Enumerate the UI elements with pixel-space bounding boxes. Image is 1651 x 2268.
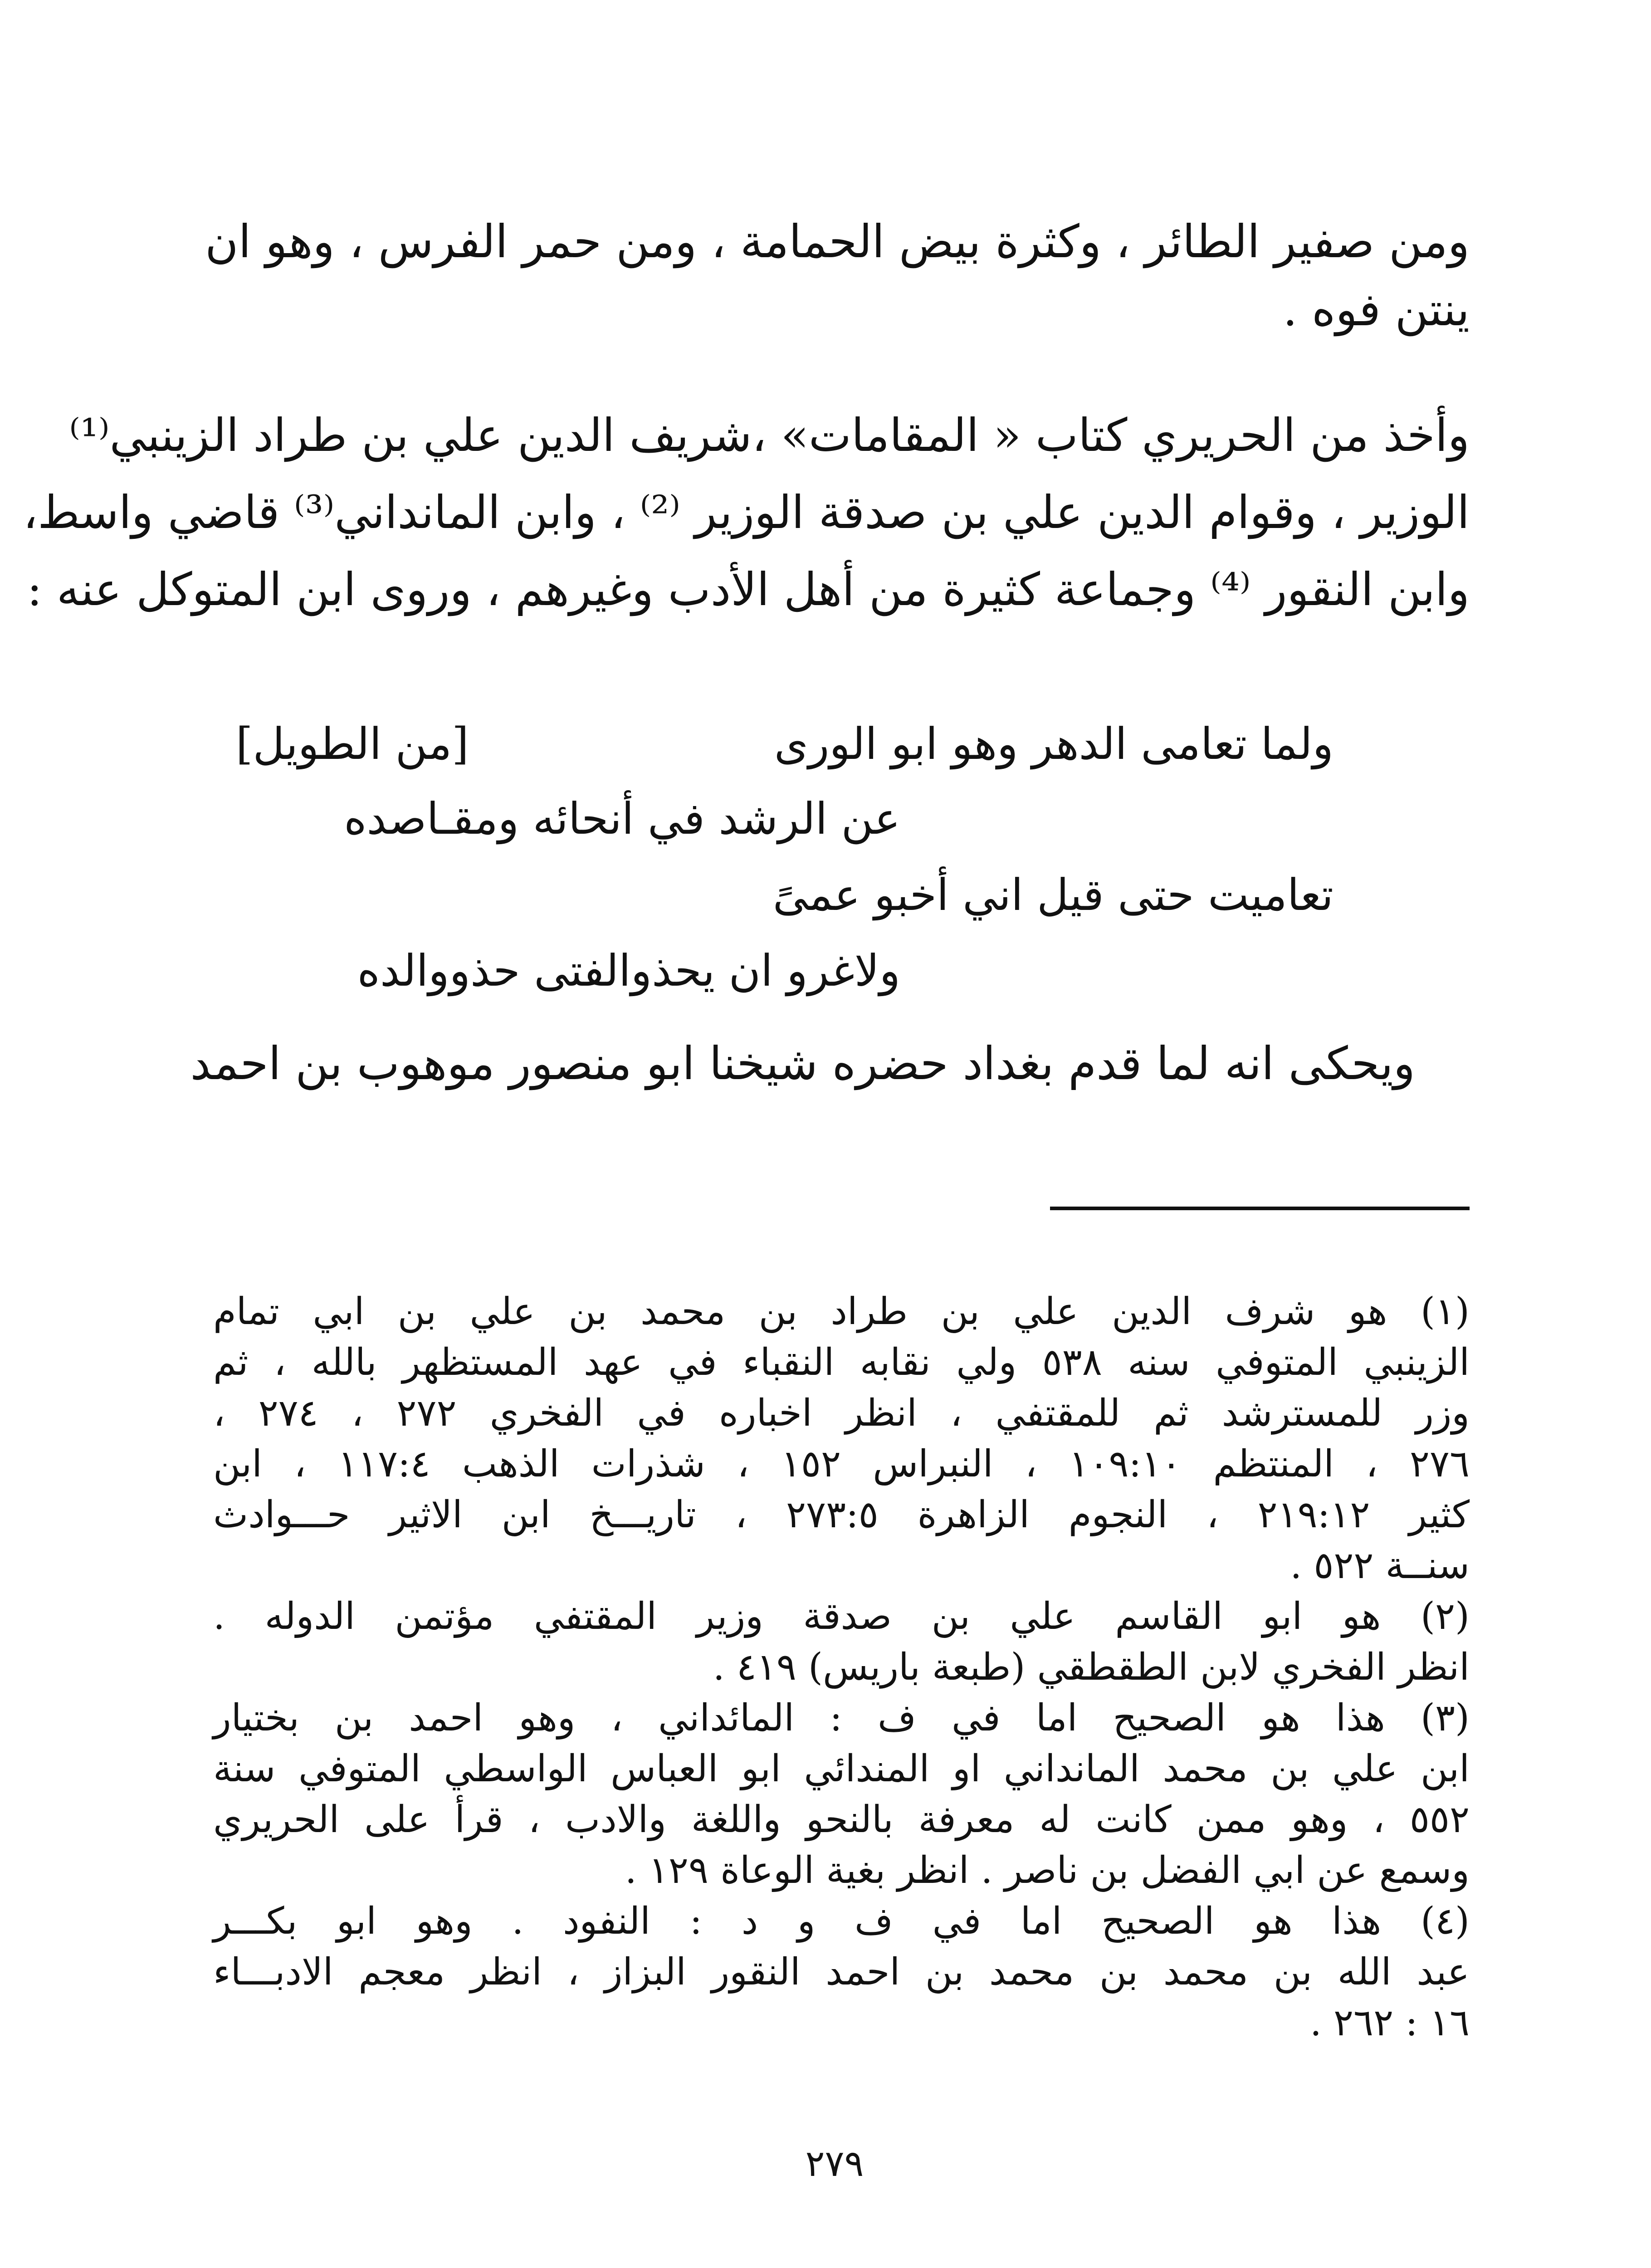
poem-verse-3: تعاميت حتى قيل اني أخبو عمىً	[772, 870, 1334, 920]
poem-verse-2: عن الرشد في أنحائه ومقـاصده	[344, 793, 900, 844]
paragraph-2-line-2: الوزير ، وقوام الدين علي بن صدقة الوزير ⁽²⁾ ، وابن المانداني⁽³⁾ قاضي واسط،	[23, 486, 1470, 539]
footnote-separator	[1050, 1207, 1470, 1210]
footnote-line: وزر للمسترشد ثم للمقتفي ، انظر اخباره في الفخري ٢٧٢ ، ٢٧٤ ،	[213, 1392, 1470, 1435]
footnote-line: انظر الفخري لابن الطقطقي (طبعة باريس) ٤١٩ .	[713, 1646, 1470, 1689]
poem-verse-1: ولما تعامى الدهر وهو ابو الورى	[774, 719, 1334, 769]
poem-meter-label: [من الطويل]	[236, 719, 469, 769]
footnote-line: (٣) هذا هو الصحيح اما في ف : المائداني ، وهو احمد بن بختيار	[213, 1696, 1470, 1740]
poem-verse-4: ولاغرو ان يحذوالفتى حذووالده	[357, 945, 900, 996]
footnote-line: ١٦ : ٢٦٢ .	[1309, 2001, 1470, 2044]
footnote-line: ٢٧٦ ، المنتظم ١٠٩:١٠ ، النبراس ١٥٢ ، شذرات الذهب ١١٧:٤ ، ابن	[213, 1442, 1470, 1486]
page-number: ٢٧٩	[805, 2142, 864, 2185]
footnote-line: عبد الله بن محمد بن محمد بن احمد النقور البزاز ، انظر معجم الادبـــاء	[213, 1950, 1470, 1994]
footnote-line: سنــة ٥٢٢ .	[1290, 1544, 1470, 1587]
footnote-line: كثير ٢١٩:١٢ ، النجوم الزاهرة ٢٧٣:٥ ، تاريـــخ ابن الاثير حـــوادث	[213, 1493, 1470, 1536]
footnote-line: (١) هو شرف الدين علي بن طراد بن محمد بن علي بن ابي تمام	[213, 1290, 1470, 1333]
footnote-line: وسمع عن ابي الفضل بن ناصر . انظر بغية الوعاة ١٢٩ .	[625, 1849, 1470, 1892]
paragraph-2-line-1: وأخذ من الحريري كتاب « المقامات» ،شريف الدين علي بن طراد الزينبي⁽¹⁾	[69, 409, 1470, 462]
paragraph-1-line-1: ومن صفير الطائر ، وكثرة بيض الحمامة ، ومن حمر الفرس ، وهو ان	[205, 215, 1470, 268]
footnote-line: ابن علي بن محمد المانداني او المندائي ابو العباس الواسطي المتوفي سنة	[213, 1747, 1470, 1790]
paragraph-2-line-3: وابن النقور ⁽⁴⁾ وجماعة كثيرة من أهل الأدب وغيرهم ، وروى ابن المتوكل عنه :	[27, 563, 1470, 616]
footnote-line: ٥٥٢ ، وهو ممن كانت له معرفة بالنحو واللغة والادب ، قرأ على الحريري	[213, 1798, 1470, 1841]
footnote-line: (٢) هو ابو القاسم علي بن صدقة وزير المقتفي مؤتمن الدوله .	[213, 1595, 1470, 1638]
paragraph-1-line-2: ينتن فوه .	[1283, 283, 1470, 336]
footnote-line: (٤) هذا هو الصحيح اما في ف و د : النفود . وهو ابو بكـــر	[213, 1900, 1470, 1943]
footnote-line: الزينبي المتوفي سنه ٥٣٨ ولي نقابه النقباء في عهد المستظهر بالله ، ثم	[213, 1341, 1470, 1384]
paragraph-3-line-1: ويحكى انه لما قدم بغداد حضره شيخنا ابو منصور موهوب بن احمد	[190, 1037, 1415, 1090]
